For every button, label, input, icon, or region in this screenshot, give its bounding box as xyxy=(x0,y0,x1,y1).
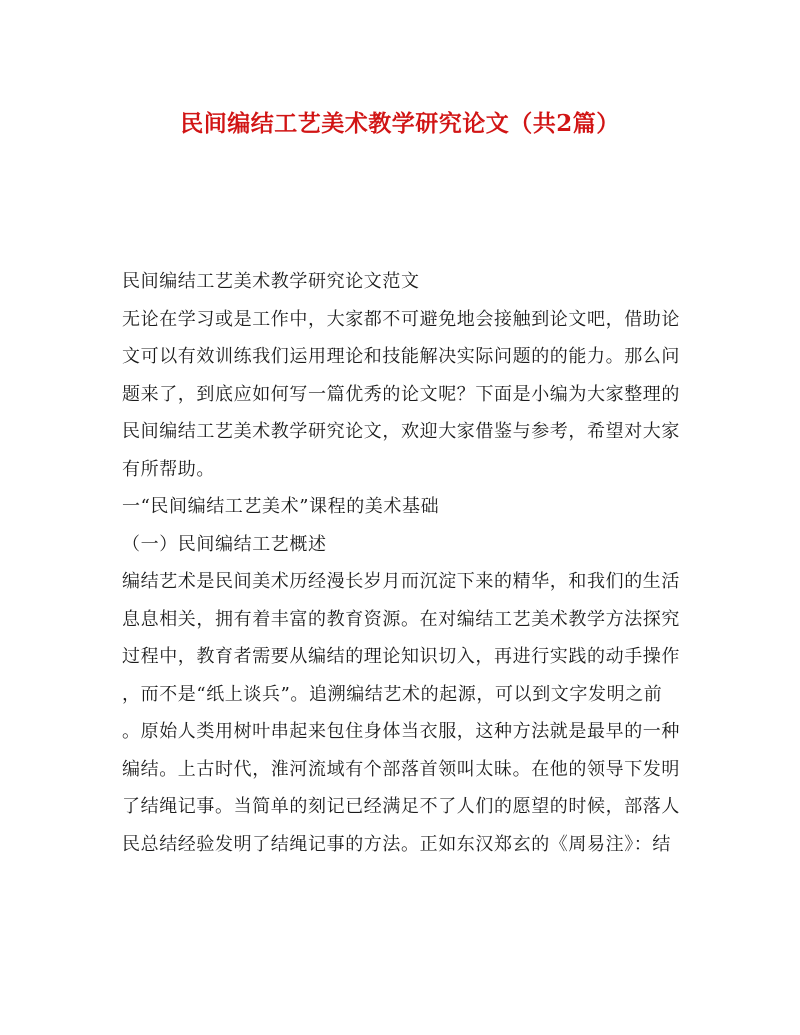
paragraph-line: 。原始人类用树叶串起来包住身体当衣服，这种方法就是最早的一种 xyxy=(122,721,680,742)
subsection-heading: （一）民间编结工艺概述 xyxy=(122,533,327,555)
paragraph-line: 题来了，到底应如何写一篇优秀的论文呢？下面是小编为大家整理的 xyxy=(122,383,680,405)
paragraph-line: 有所帮助。 xyxy=(122,458,215,480)
paragraph-line: 息息相关，拥有着丰富的教育资源。在对编结工艺美术教学方法探究 xyxy=(122,608,680,630)
paragraph-line: 了结绳记事。当简单的刻记已经满足不了人们的愿望的时候，部落人 xyxy=(122,796,680,817)
paragraph-line: ，而不是“纸上谈兵”。追溯编结艺术的起源，可以到文字发明之前 xyxy=(122,683,663,705)
paragraph-line: 民总结经验发明了结绳记事的方法。正如东汉郑玄的《周易注》：结 xyxy=(122,833,671,855)
paragraph-line: 编结。上古时代，淮河流域有个部落首领叫太昧。在他的领导下发明 xyxy=(122,758,680,780)
document-title: 民间编结工艺美术教学研究论文（共2篇） xyxy=(180,110,620,137)
section-heading: 民间编结工艺美术教学研究论文范文 xyxy=(122,271,420,292)
paragraph-line: 文可以有效训练我们运用理论和技能解决实际问题的的能力。那么问 xyxy=(122,346,680,367)
paragraph-line: 编结艺术是民间美术历经漫长岁月而沉淀下来的精华，和我们的生活 xyxy=(122,571,680,592)
document-body xyxy=(122,263,684,863)
paragraph-line: 无论在学习或是工作中，大家都不可避免地会接触到论文吧，借助论 xyxy=(122,308,680,330)
paragraph-line: 民间编结工艺美术教学研究论文，欢迎大家借鉴与参考，希望对大家 xyxy=(122,421,680,442)
section-heading: 一“民间编结工艺美术”课程的美术基础 xyxy=(122,496,440,517)
paragraph-line: 过程中，教育者需要从编结的理论知识切入，再进行实践的动手操作 xyxy=(122,646,680,667)
